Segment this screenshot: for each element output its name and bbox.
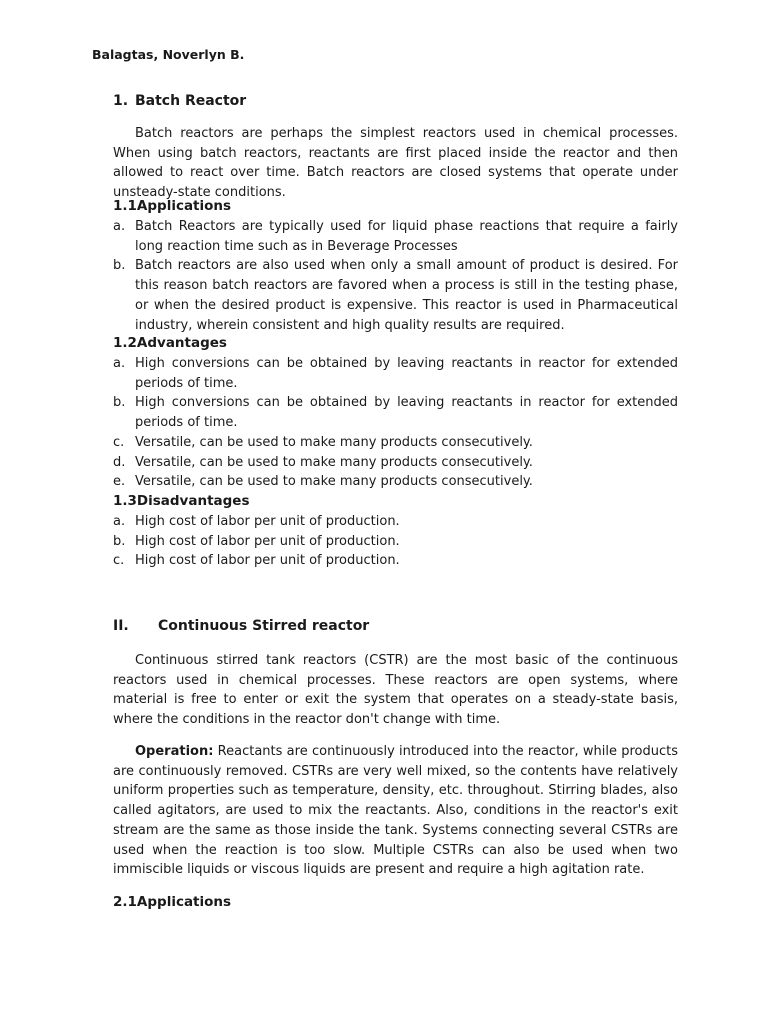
advantages-list bbox=[113, 354, 678, 492]
list-item bbox=[113, 472, 678, 492]
list-marker: c. bbox=[113, 553, 125, 569]
list-marker: b. bbox=[113, 533, 126, 549]
section-1-title: Batch Reactor bbox=[135, 93, 247, 109]
list-marker: a. bbox=[113, 356, 126, 371]
author-name: Balagtas, Noverlyn B. bbox=[92, 47, 245, 62]
list-marker: d. bbox=[113, 454, 126, 470]
list-text: Versatile, can be used to make many products consecutively. bbox=[135, 454, 533, 470]
list-marker: a. bbox=[113, 219, 126, 234]
section-1-intro: Batch reactors are perhaps the simplest reactors used in chemical processes. When using batch reactors, reactants are first placed inside the reactor and then allowed to react over time. Batch reactors are closed systems that operate under unsteady-state conditions. bbox=[113, 126, 678, 201]
list-marker: b. bbox=[113, 395, 126, 411]
list-marker: a. bbox=[113, 514, 126, 529]
disadvantages-list bbox=[113, 512, 678, 571]
list-text: High cost of labor per unit of production. bbox=[135, 553, 400, 569]
list-text: High cost of labor per unit of production. bbox=[135, 533, 400, 549]
list-item bbox=[113, 256, 678, 335]
applications-heading: 1.1Applications bbox=[113, 198, 232, 214]
list-item bbox=[113, 512, 678, 532]
section-2-intro: Continuous stirred tank reactors (CSTR) are the most basic of the continuous reactors used in chemical processes. These reactors are open systems, where material is free to enter or exit the system that operates on a steady-state basis, where the conditions in the reactor don't change with time. bbox=[113, 653, 678, 728]
list-text: Batch Reactors are typically used for liquid phase reactions that require a fairly long reaction time such as in Beverage Processes bbox=[135, 219, 678, 254]
list-marker: b. bbox=[113, 258, 126, 274]
list-text: Batch reactors are also used when only a small amount of product is desired. For this reason batch reactors are favored when a process is still in the testing phase, or when the desired product is expensive. This reactor is used in Pharmaceutical industry, wherein consistent and high quality results are required. bbox=[135, 258, 678, 333]
section-2-heading bbox=[113, 618, 369, 634]
list-item bbox=[113, 551, 678, 571]
advantages-heading: 1.2Advantages bbox=[113, 335, 227, 351]
disadvantages-heading: 1.3Disadvantages bbox=[113, 493, 250, 509]
list-item bbox=[113, 393, 678, 432]
section-2-applications-heading: 2.1Applications bbox=[113, 894, 232, 910]
section-1-heading bbox=[113, 93, 246, 109]
list-text: Versatile, can be used to make many products consecutively. bbox=[135, 434, 533, 450]
section-2-title: Continuous Stirred reactor bbox=[158, 618, 370, 634]
list-text: Versatile, can be used to make many products consecutively. bbox=[135, 474, 533, 490]
applications-list bbox=[113, 217, 678, 335]
list-text: High conversions can be obtained by leaving reactants in reactor for extended periods of time. bbox=[135, 356, 678, 391]
list-item bbox=[113, 354, 678, 393]
list-text: High cost of labor per unit of production. bbox=[135, 514, 400, 529]
list-marker: c. bbox=[113, 434, 125, 450]
section-1-number: 1. bbox=[113, 93, 129, 109]
list-text: High conversions can be obtained by leaving reactants in reactor for extended periods of time. bbox=[135, 395, 678, 431]
list-item bbox=[113, 532, 678, 552]
list-marker: e. bbox=[113, 474, 126, 490]
operation-text: Reactants are continuously introduced into the reactor, while products are continuously removed. CSTRs are very well mixed, so the contents have relatively uniform properties such as temperature, density, etc. throughout. Stirring blades, also called agitators, are used to mix the reactants. Also, conditions in the reactor's exit stream are the same as those inside the tank. Systems connecting several CSTRs are used when the reaction is too slow. Multiple CSTRs can also be used when two immiscible liquids or viscous liquids are present and require a high agitation rate. bbox=[113, 744, 678, 878]
section-2-number: II. bbox=[113, 618, 129, 634]
operation-paragraph bbox=[113, 742, 678, 880]
list-item bbox=[113, 453, 678, 473]
operation-label: Operation: bbox=[135, 744, 214, 759]
list-item bbox=[113, 433, 678, 453]
list-item bbox=[113, 217, 678, 256]
